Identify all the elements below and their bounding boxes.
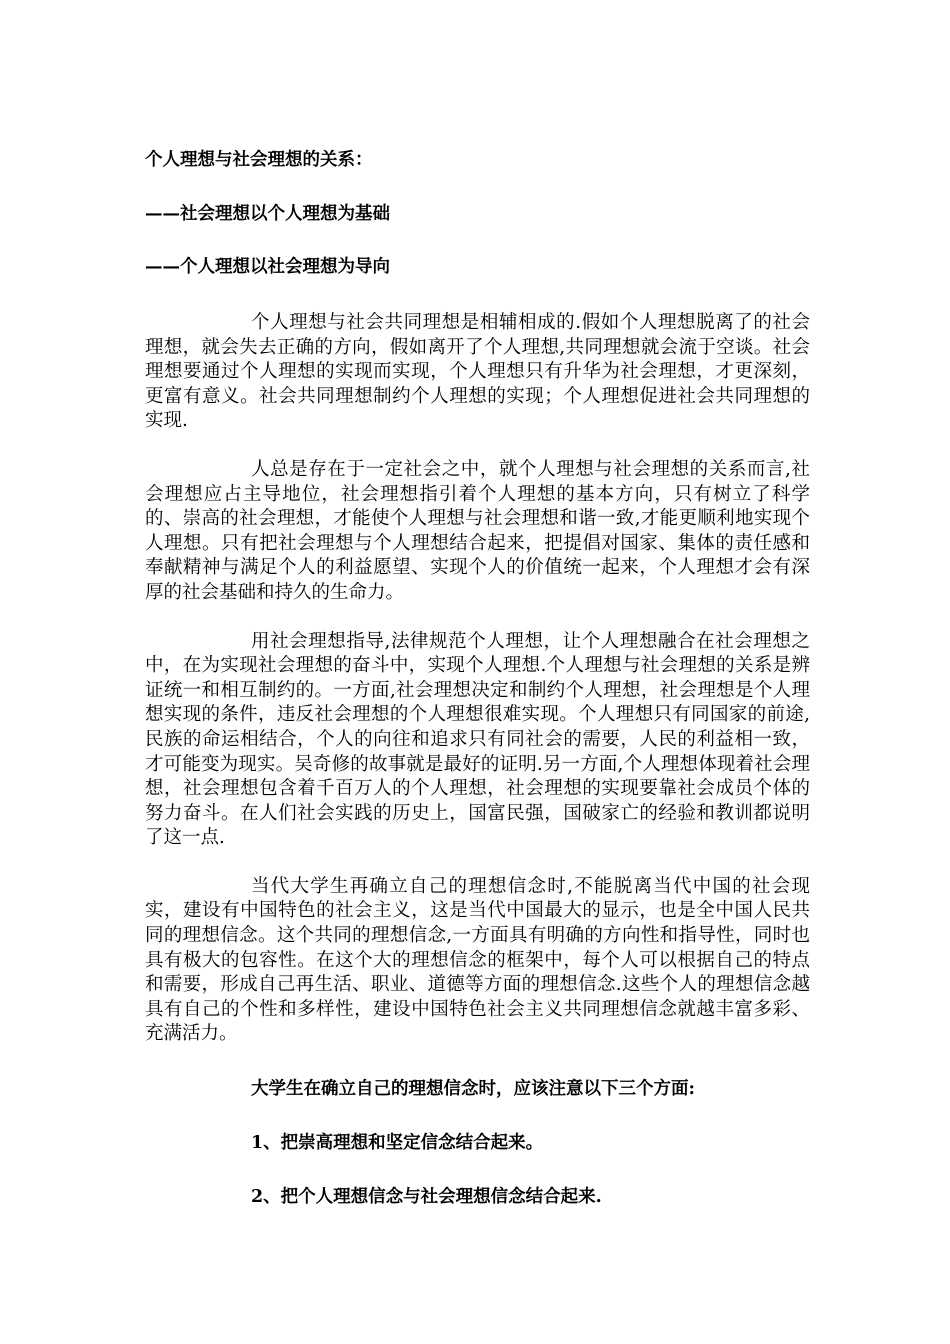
- list-item: 1、把崇高理想和坚定信念结合起来。: [251, 1133, 544, 1154]
- paragraph-2: 人总是存在于一定社会之中，就个人理想与社会理想的关系而言,社会理想应占主导地位，社会理想指引着个人理想的基本方向，只有树立了科学的、崇高的社会理想，才能使个人理想与社会理想和谐一致,才能更顺利地实现个人理想。只有把社会理想与个人理想结合起来，把提倡对国家、集体的责任感和奉献精神与满足个人的利益愿望、实现个人的价值统一起来，个人理想才会有深厚的社会基础和持久的生命力。: [145, 458, 810, 603]
- numbered-list: [145, 1131, 810, 1209]
- list-intro: 大学生在确立自己的理想信念时，应该注意以下三个方面:: [251, 1079, 695, 1100]
- paragraph-1: 个人理想与社会共同理想是相辅相成的.假如个人理想脱离了的社会理想，就会失去正确的方向，假如离开了个人理想,共同理想就会流于空谈。社会理想要通过个人理想的实现而实现，个人理想只有升华为社会理想，才更深刻，更富有意义。社会共同理想制约个人理想的实现；个人理想促进社会共同理想的实现.: [145, 312, 810, 432]
- document-title: 个人理想与社会理想的关系：: [145, 150, 373, 170]
- paragraph-4: 当代大学生再确立自己的理想信念时,不能脱离当代中国的社会现实，建设有中国特色的社会主义，这是当代中国最大的显示，也是全中国人民共同的理想信念。这个共同的理想信念,一方面具有明确的方向性和指导性，同时也具有极大的包容性。在这个大的理想信念的框架中，每个人可以根据自己的特点和需要，形成自己再生活、职业、道德等方面的理想信念.这些个人的理想信念越具有自己的个性和多样性，建设中国特色社会主义共同理想信念就越丰富多彩、充满活力。: [145, 875, 810, 1045]
- paragraph-3: 用社会理想指导,法律规范个人理想，让个人理想融合在社会理想之中，在为实现社会理想的奋斗中，实现个人理想.个人理想与社会理想的关系是辨证统一和相互制约的。一方面,社会理想决定和制约个人理想，社会理想是个人理想实现的条件，违反社会理想的个人理想很难实现。个人理想只有同国家的前途,民族的命运相结合，个人的向往和追求只有同社会的需要，人民的利益相一致，才可能变为现实。吴奇修的故事就是最好的证明.另一方面,个人理想体现着社会理想，社会理想包含着千百万人的个人理想，社会理想的实现要靠社会成员个体的努力奋斗。在人们社会实践的历史上，国富民强，国破家亡的经验和教训都说明了这一点.: [145, 630, 810, 849]
- subheading-social-basis: ——社会理想以个人理想为基础: [145, 204, 390, 224]
- document-body: [145, 148, 810, 1209]
- subheading-individual-guidance: ——个人理想以社会理想为导向: [145, 257, 390, 277]
- list-item: 2、把个人理想信念与社会理想信念结合起来.: [251, 1187, 602, 1208]
